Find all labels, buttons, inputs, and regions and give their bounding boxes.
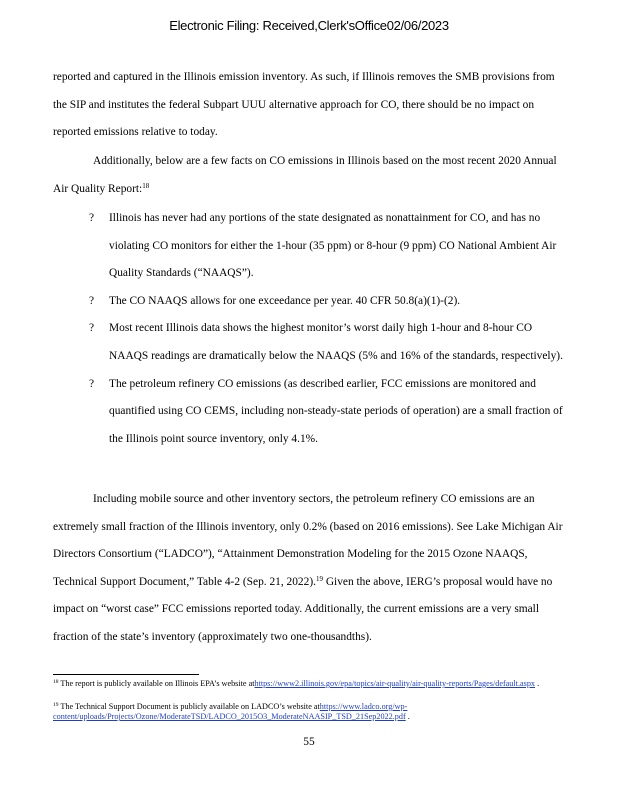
footnote-text: The Technical Support Document is publicly available on LADCO’s website at <box>58 702 320 711</box>
list-item-text: The CO NAAQS allows for one exceedance per year. 40 CFR 50.8(a)(1)-(2). <box>109 294 461 307</box>
paragraph-smb-provisions: reported and captured in the Illinois emission inventory. As such, if Illinois removes the SMB provisions from the SIP and institutes the federal Subpart UUU alternative approach for CO, there should be no impact on reported emissions relative to today. <box>53 71 555 139</box>
co-facts-list <box>53 205 565 453</box>
footnote-number: 18 <box>53 679 59 685</box>
bullet-marker: ? <box>89 212 95 224</box>
footnote-ref-18[interactable]: 18 <box>142 181 150 190</box>
bullet-marker: ? <box>89 294 95 307</box>
footnote-19 <box>53 702 565 722</box>
footnote-link-ladco[interactable]: https://www.ladco.org/wp-content/uploads/Projects/Ozone/ModerateTSD/LADCO_2015O3_ModerateNAASIP_TSD_21Sep2022.pdf <box>53 702 408 722</box>
footnote-end: . <box>535 679 540 688</box>
footnote-number: 19 <box>53 702 59 708</box>
footnote-18 <box>53 679 565 689</box>
filing-stamp-header: Electronic Filing: Received,Clerk'sOffice02/06/2023 <box>169 18 449 33</box>
page-number: 55 <box>303 736 315 748</box>
list-item <box>53 315 565 370</box>
list-item <box>53 288 565 316</box>
bullet-marker: ? <box>89 377 95 390</box>
list-item-text: Most recent Illinois data shows the highest monitor’s worst daily high 1-hour and 8-hour CO NAAQS readings are dramatically below the NAAQS (5% and 16% of the standards, respectively). <box>109 322 563 362</box>
footnote-ref-19[interactable]: 19 <box>315 574 323 583</box>
paragraph-inventory-fraction <box>53 486 565 652</box>
footnote-link-illinois-epa[interactable]: https://www2.illinois.gov/epa/topics/air-quality/air-quality-reports/Pages/default.aspx <box>254 679 536 688</box>
footnote-end: . <box>405 712 410 722</box>
footnote-text: The report is publicly available on Illinois EPA’s website at <box>58 679 255 688</box>
list-item <box>53 371 565 454</box>
paragraph-text: Additionally, below are a few facts on CO emissions in Illinois based on the most recent 2020 Annual Air Quality Report: <box>53 155 557 195</box>
list-item <box>53 205 565 288</box>
bullet-marker: ? <box>89 322 95 335</box>
footnote-divider <box>53 674 199 675</box>
paragraph-text: Given the above, IERG’s proposal would have no impact on “worst case” FCC emissions reported today. Additionally, the current emissions are a very small fraction of the state’s inventory (approximately two one-thousandths). <box>53 575 553 643</box>
paragraph-text: Including mobile source and other inventory sectors, the petroleum refinery CO emissions are an extremely small fraction of the Illinois inventory, only 0.2% (based on 2016 emissions). See Lake Michigan Air Directors Consortium (“LADCO”), “Attainment Demonstration Modeling for the 2015 Ozone NAAQS, Technical Support Document,” Table 4-2 (Sep. 21, 2022). <box>53 493 563 588</box>
list-item-text: The petroleum refinery CO emissions (as described earlier, FCC emissions are monitored and quantified using CO CEMS, including non-steady-state periods of operation) are a small fraction of the Illinois point source inventory, only 4.1%. <box>109 377 563 445</box>
list-item-text: Illinois has never had any portions of the state designated as nonattainment for CO, and has no violating CO monitors for either the 1-hour (35 ppm) or 8-hour (9 ppm) CO National Ambient Air Quality Standards (“NAAQS”). <box>109 212 557 280</box>
paragraph-co-facts-intro <box>53 148 565 203</box>
